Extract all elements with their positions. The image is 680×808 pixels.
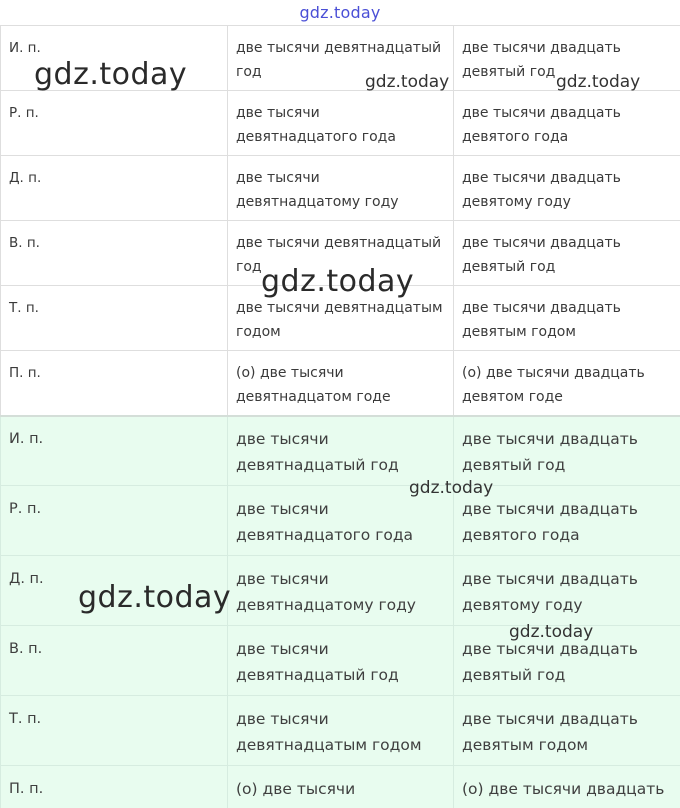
year-2029-cell: две тысячи двадцать девятый год: [454, 26, 680, 91]
table-row: [1, 556, 680, 626]
table-row: [1, 156, 680, 221]
year-2019-cell: (о) две тысячи девятнадцатом годе: [228, 351, 454, 416]
year-2029-cell: две тысячи двадцать девятый год: [454, 626, 680, 696]
watermark: gdz.today: [34, 57, 188, 92]
table-row: [1, 626, 680, 696]
year-2029-cell: две тысячи двадцать девятому году: [454, 156, 680, 221]
case-label: Р. п.: [1, 486, 228, 556]
case-label: В. п.: [1, 626, 228, 696]
year-2029-cell: две тысячи двадцать девятым годом: [454, 286, 680, 351]
table-row: [1, 351, 680, 416]
case-label: И. п.: [1, 416, 228, 486]
table-row: [1, 91, 680, 156]
table-row: [1, 221, 680, 286]
case-label: Д. п.: [1, 156, 228, 221]
watermark: gdz.today: [509, 622, 594, 642]
case-label: Д. п.: [1, 556, 228, 626]
case-label: Р. п.: [1, 91, 228, 156]
year-2019-cell: две тысячи девятнадцатый год: [228, 221, 454, 286]
case-label: Т. п.: [1, 696, 228, 766]
year-2019-cell: две тысячи девятнадцатого года: [228, 91, 454, 156]
table-row: [1, 696, 680, 766]
case-label: И. п.: [1, 26, 228, 91]
year-2019-cell: две тысячи девятнадцатый год: [228, 26, 454, 91]
watermark: gdz.today: [365, 72, 450, 92]
table-row: [1, 486, 680, 556]
watermark: gdz.today: [409, 478, 494, 498]
year-2029-cell: (о) две тысячи двадцать: [454, 766, 680, 808]
watermark: gdz.today: [261, 264, 415, 299]
year-2029-cell: две тысячи двадцать девятый год: [454, 416, 680, 486]
year-2019-cell: две тысячи девятнадцатый год: [228, 416, 454, 486]
case-label: П. п.: [1, 351, 228, 416]
case-label: П. п.: [1, 766, 228, 808]
year-2029-cell: две тысячи двадцать девятому году: [454, 556, 680, 626]
year-2029-cell: две тысячи двадцать девятым годом: [454, 696, 680, 766]
year-2019-cell: две тысячи девятнадцатого года: [228, 486, 454, 556]
case-label: Т. п.: [1, 286, 228, 351]
year-2029-cell: (о) две тысячи двадцать девятом годе: [454, 351, 680, 416]
table-row: [1, 766, 680, 808]
year-2029-cell: две тысячи двадцать девятый год: [454, 221, 680, 286]
year-2019-cell: две тысячи девятнадцатым годом: [228, 286, 454, 351]
year-2019-cell: две тысячи девятнадцатый год: [228, 626, 454, 696]
section-divider: [0, 415, 680, 417]
table-row: [1, 416, 680, 486]
table-row: [1, 26, 680, 91]
table-row: [1, 286, 680, 351]
watermark: gdz.today: [78, 580, 232, 615]
case-label: В. п.: [1, 221, 228, 286]
watermark: gdz.today: [556, 72, 641, 92]
year-2019-cell: две тысячи девятнадцатому году: [228, 156, 454, 221]
year-2019-cell: две тысячи девятнадцатым годом: [228, 696, 454, 766]
header-watermark: gdz.today: [299, 3, 381, 22]
year-2029-cell: две тысячи двадцать девятого года: [454, 91, 680, 156]
year-2029-cell: две тысячи двадцать девятого года: [454, 486, 680, 556]
year-2019-cell: (о) две тысячи: [228, 766, 454, 808]
year-2019-cell: две тысячи девятнадцатому году: [228, 556, 454, 626]
